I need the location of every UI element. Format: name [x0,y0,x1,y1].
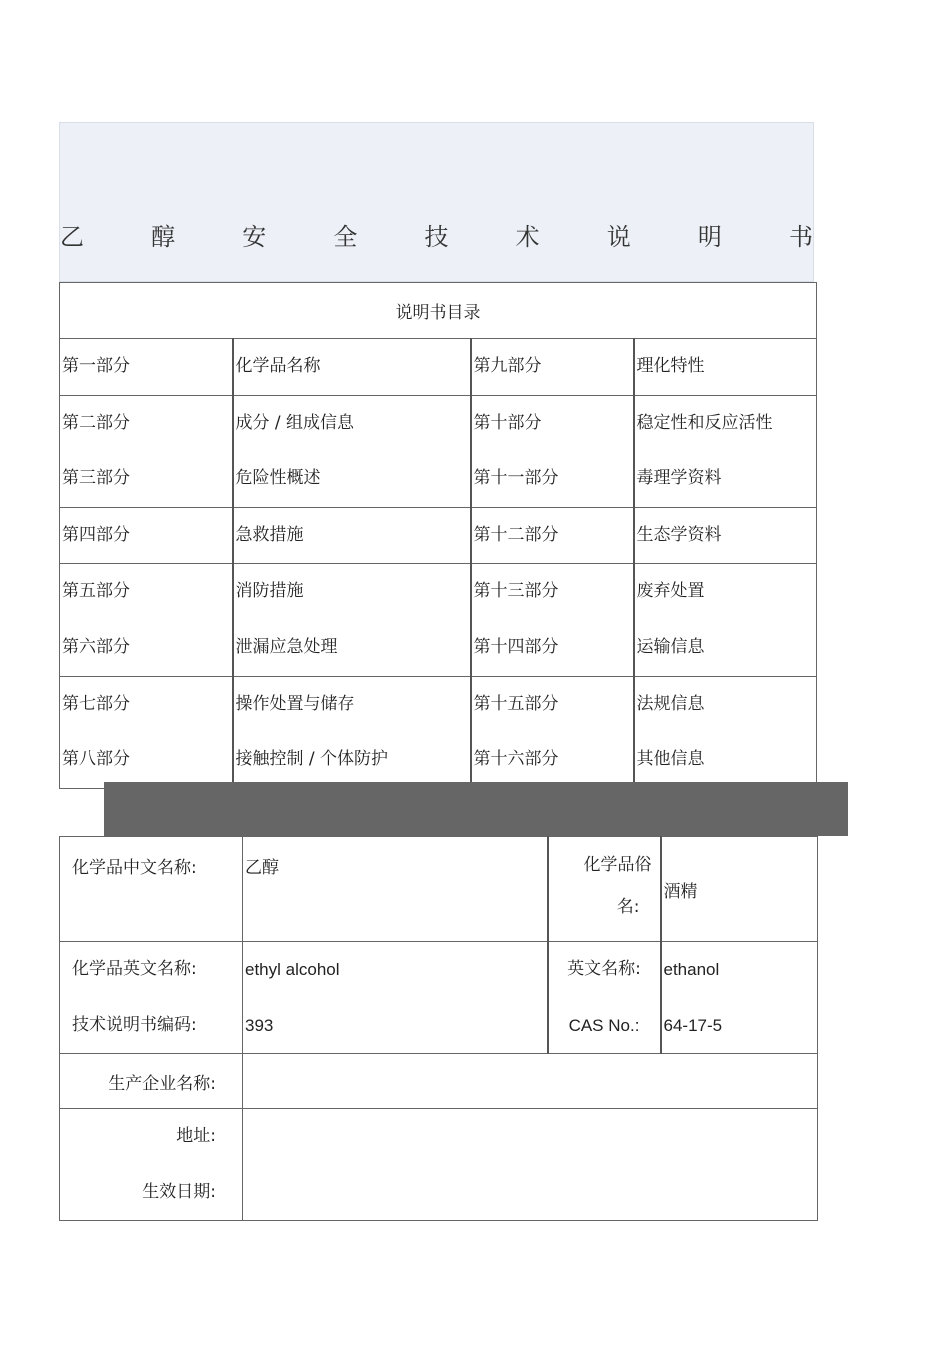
toc-part-cell [60,564,233,676]
toc-part: 第十二部分 [473,524,559,545]
toc-title: 生态学资料 [636,524,722,545]
title-band [59,122,814,282]
toc-table [59,282,817,789]
section-bar [104,782,848,836]
common-name-label [548,837,661,942]
toc-part-cell [471,339,634,396]
cn-name-label [60,837,243,942]
title-char: 安 [242,223,267,251]
en-short-label-cell [548,942,661,1054]
title-char: 全 [333,223,358,251]
toc-part: 第二部分 [62,412,130,433]
en-short-label: 英文名称: [567,959,641,979]
toc-title: 化学品名称 [235,356,321,376]
toc-part: 第十六部分 [473,749,559,770]
toc-part: 第十三部分 [473,581,559,602]
toc-part: 第六部分 [62,636,130,657]
toc-title: 稳定性和反应活性 [636,412,773,433]
en-name-label: 化学品英文名称: [72,959,197,979]
toc-title-cell [233,395,471,507]
toc-part: 第十五部分 [473,693,559,714]
toc-title-cell [233,564,471,676]
toc-part-cell [471,507,634,564]
toc-title-cell [233,676,471,788]
address-label: 地址: [176,1126,216,1146]
toc-title-cell [634,564,817,676]
toc-part: 第十一部分 [473,468,559,489]
address-date-label-cell [60,1109,243,1221]
toc-title: 接触控制 / 个体防护 [235,749,389,770]
en-short-value: ethanol [663,960,720,979]
toc-part: 第九部分 [473,356,542,376]
common-name-label-line2: 名: [616,897,640,917]
title-char: 乙 [60,223,84,251]
toc-title-cell [634,676,817,788]
toc-title: 法规信息 [636,693,705,714]
toc-part-cell [60,339,233,396]
toc-title-cell [634,507,817,564]
toc-title: 成分 / 组成信息 [235,412,355,433]
cas-label: CAS No.: [568,1015,640,1035]
toc-title: 泄漏应急处理 [235,636,338,657]
date-label: 生效日期: [142,1181,216,1202]
toc-title: 运输信息 [636,636,705,657]
toc-part: 第八部分 [62,749,130,770]
product-info-table [59,836,818,1221]
company-label-text: 生产企业名称: [108,1073,216,1094]
cn-name-value [243,837,548,942]
date-value [245,1165,815,1221]
title-char: 书 [789,223,813,251]
cn-name-value-text: 乙醇 [245,858,279,878]
toc-part-cell [60,676,233,788]
toc-title: 急救措施 [235,524,304,545]
company-label [60,1054,243,1109]
company-value [243,1054,818,1109]
title-char: 明 [697,223,722,251]
toc-title: 其他信息 [636,749,705,770]
toc-title: 废弃处置 [636,581,705,602]
title-char: 醇 [151,223,176,251]
toc-title: 理化特性 [636,356,705,376]
toc-title: 危险性概述 [235,468,321,489]
address-value [245,1109,815,1165]
cas-value: 64-17-5 [663,1015,723,1035]
common-name-value-text: 酒精 [663,881,698,902]
toc-part: 第十部分 [473,412,542,433]
toc-title: 消防措施 [235,581,304,602]
common-name-label-line1: 化学品俗 [583,855,652,875]
en-name-label-cell [60,942,243,1054]
toc-part: 第四部分 [62,524,130,545]
en-name-value-cell [243,942,548,1054]
common-name-value [661,837,818,942]
toc-title-cell [233,507,471,564]
code-value: 393 [245,1015,274,1035]
en-short-value-cell [661,942,818,1054]
toc-part-cell [471,676,634,788]
toc-part: 第五部分 [62,581,130,602]
toc-title: 操作处置与储存 [235,693,355,714]
address-date-value-cell [243,1109,818,1221]
toc-part-cell [471,564,634,676]
code-label: 技术说明书编码: [72,1014,197,1035]
cn-name-label-text: 化学品中文名称: [72,858,197,878]
toc-title-cell [634,395,817,507]
en-name-value: ethyl alcohol [245,960,340,979]
toc-title-cell [233,339,471,396]
toc-part-cell [60,507,233,564]
title-char: 术 [515,223,540,251]
title-char: 技 [424,223,449,251]
toc-header: 说明书目录 [60,283,817,339]
toc-part: 第三部分 [62,468,130,489]
title-char: 说 [606,223,631,251]
toc-part: 第一部分 [62,356,130,376]
toc-part-cell [60,395,233,507]
toc-title-cell [634,339,817,396]
document-title [60,217,813,252]
toc-part-cell [471,395,634,507]
toc-title: 毒理学资料 [636,468,722,489]
toc-part: 第七部分 [62,693,130,714]
toc-part: 第十四部分 [473,636,559,657]
